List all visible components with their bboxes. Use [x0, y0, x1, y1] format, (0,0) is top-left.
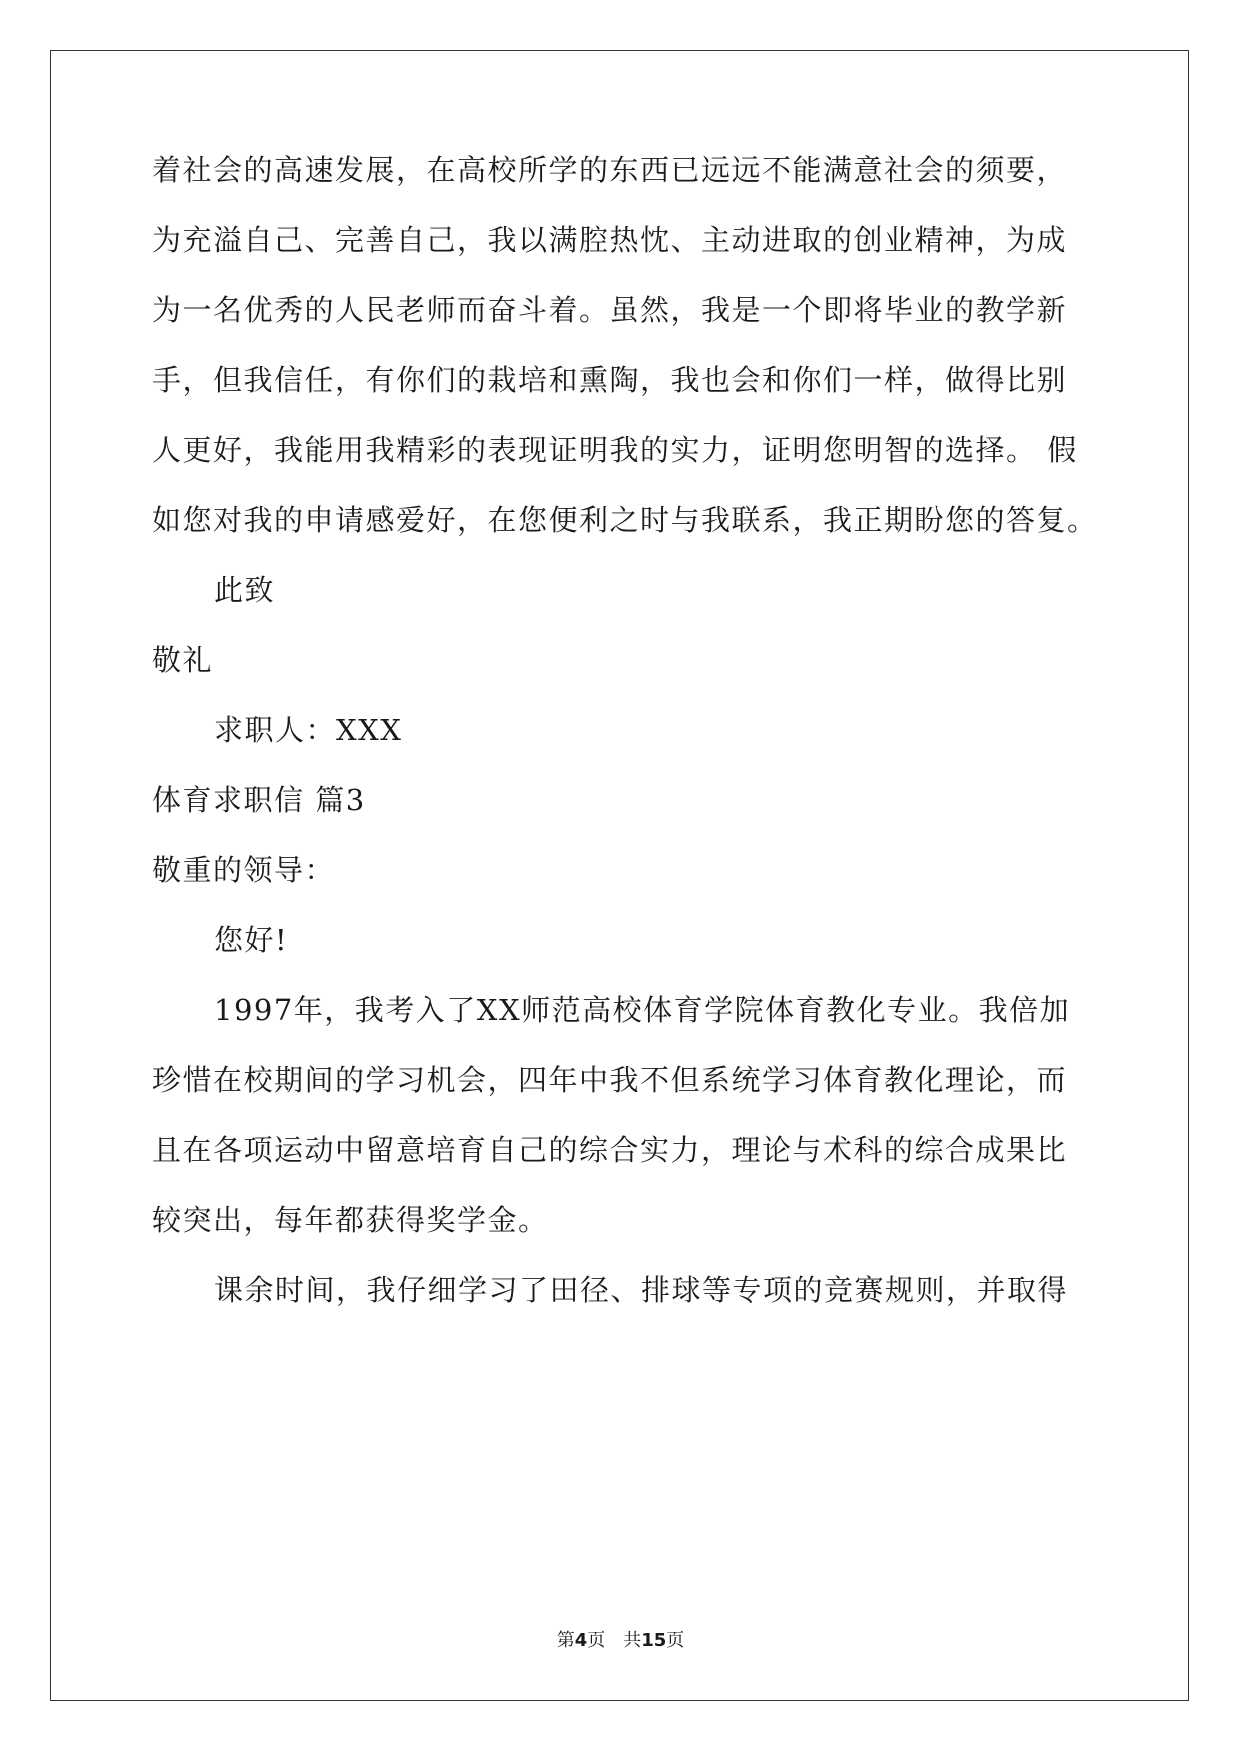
closing-salutation: 此致 — [214, 573, 276, 607]
body-line: 1997年，我考入了XX师范高校体育学院体育教化专业。我倍加 — [214, 993, 1071, 1027]
letter-hello: 您好! — [214, 923, 289, 957]
total-prefix: 共 — [623, 1630, 642, 1651]
signature-line: 求职人：XXX — [214, 713, 403, 747]
closing-regards: 敬礼 — [152, 643, 214, 677]
body-line: 较突出，每年都获得奖学金。 — [152, 1203, 549, 1237]
body-line: 手，但我信任，有你们的栽培和熏陶，我也会和你们一样，做得比别 — [152, 363, 1068, 397]
total-pages: 15 — [641, 1630, 667, 1651]
page-prefix: 第 — [556, 1630, 575, 1651]
body-line: 着社会的高速发展，在高校所学的东西已远远不能满意社会的须要， — [152, 153, 1068, 187]
body-line: 课余时间，我仔细学习了田径、排球等专项的竞赛规则，并取得 — [214, 1273, 1069, 1307]
page-footer — [0, 1626, 1241, 1652]
page-suffix: 页 — [587, 1630, 606, 1651]
section-heading: 体育求职信 篇3 — [152, 783, 366, 817]
body-line: 如您对我的申请感爱好，在您便利之时与我联系，我正期盼您的答复。 — [152, 503, 1098, 537]
body-line: 人更好，我能用我精彩的表现证明我的实力，证明您明智的选择。 假 — [152, 433, 1078, 467]
body-line: 且在各项运动中留意培育自己的综合实力，理论与术科的综合成果比 — [152, 1133, 1068, 1167]
body-line: 珍惜在校期间的学习机会，四年中我不但系统学习体育教化理论，而 — [152, 1063, 1068, 1097]
letter-greeting: 敬重的领导： — [152, 853, 336, 887]
total-suffix: 页 — [666, 1630, 685, 1651]
body-line: 为充溢自己、完善自己，我以满腔热忱、主动进取的创业精神，为成 — [152, 223, 1068, 257]
body-line: 为一名优秀的人民老师而奋斗着。虽然，我是一个即将毕业的教学新 — [152, 293, 1068, 327]
page-number: 4 — [574, 1630, 588, 1651]
